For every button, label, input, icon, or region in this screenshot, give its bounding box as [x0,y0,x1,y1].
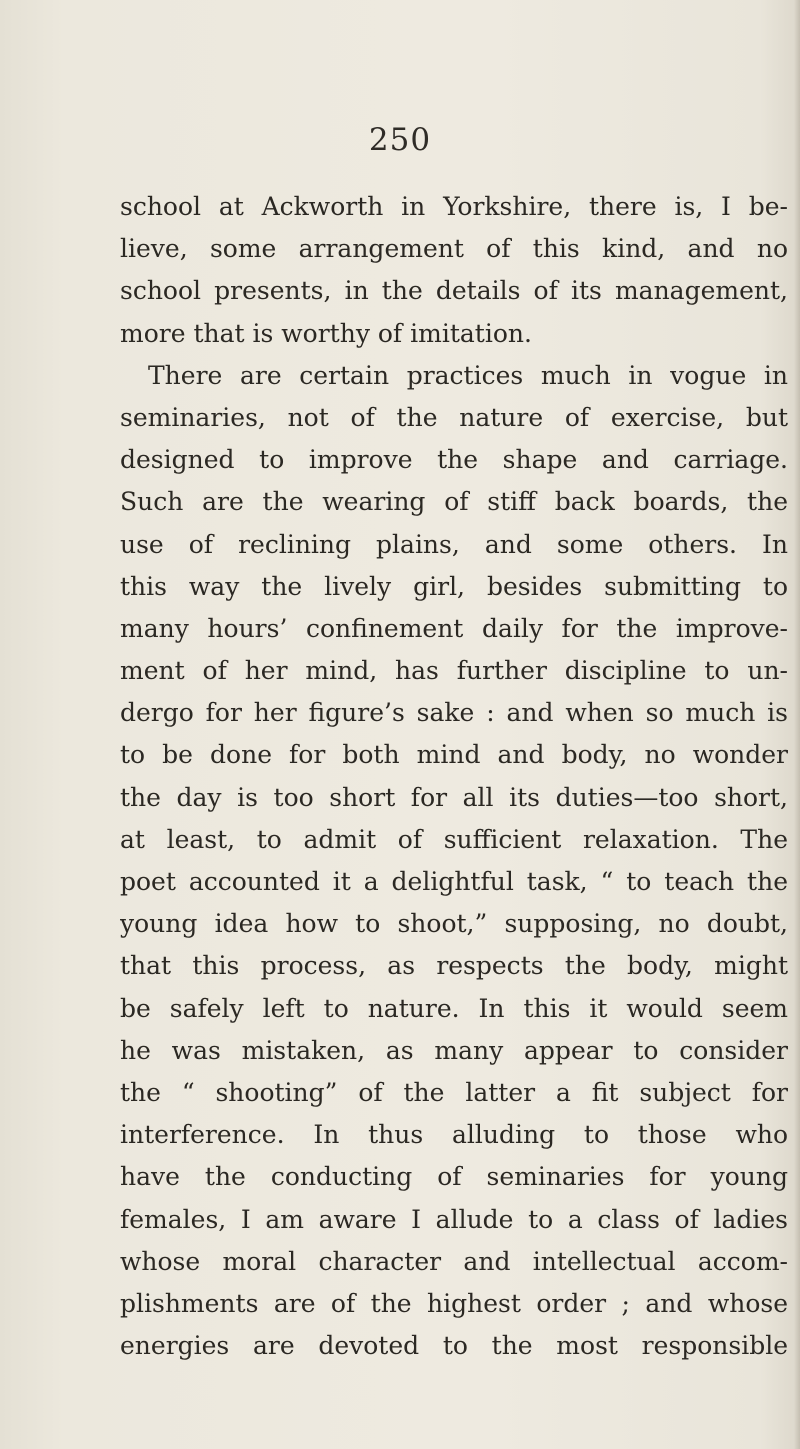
text-line: There are certain practices much in vogue in [148,360,788,390]
text-line: that this process, as respects the body, might [120,951,788,981]
text-line: Such are the wearing of stiff back boards, the [120,487,788,517]
text-line: this way the lively girl, besides submitting to [120,571,788,601]
text-line: at least, to admit of sufficient relaxation. The [120,824,788,854]
text-line: females, I am aware I allude to a class of ladies [120,1204,788,1234]
text-line: have the conducting of seminaries for young [120,1162,788,1192]
text-line: plishments are of the highest order ; and whose [120,1288,788,1318]
text-line: many hours’ confinement daily for the improve- [120,613,788,643]
text-line: the “ shooting” of the latter a fit subject for [120,1077,788,1107]
text-line: seminaries, not of the nature of exercise, but [120,402,788,432]
text-line: use of reclining plains, and some others. In [120,529,788,559]
text-line: ment of her mind, has further discipline to un- [120,656,788,686]
text-line: whose moral character and intellectual accom- [120,1246,788,1276]
text-line: energies are devoted to the most responsible [120,1331,788,1361]
page-number: 250 [368,122,432,158]
text-line: school at Ackworth in Yorkshire, there is, I be- [120,192,788,221]
text-line: designed to improve the shape and carriage. [120,445,788,475]
text-line: he was mistaken, as many appear to consider [120,1035,788,1065]
text-line: school presents, in the details of its management, [120,276,788,306]
text-line: more that is worthy of imitation. [120,318,532,348]
text-line: be safely left to nature. In this it would seem [120,993,788,1023]
body-text [120,186,788,1367]
text-line: interference. In thus alluding to those who [120,1120,788,1150]
text-line: to be done for both mind and body, no wonder [120,740,788,770]
text-line: the day is too short for all its duties—too short, [120,782,788,812]
text-line: dergo for her figure’s sake : and when so much is [120,698,788,728]
page-edge-shadow [794,0,800,1449]
text-line: lieve, some arrangement of this kind, and no [120,234,788,264]
text-line: young idea how to shoot,” supposing, no doubt, [120,909,788,939]
text-line: poet accounted it a delightful task, “ to teach the [120,867,788,896]
